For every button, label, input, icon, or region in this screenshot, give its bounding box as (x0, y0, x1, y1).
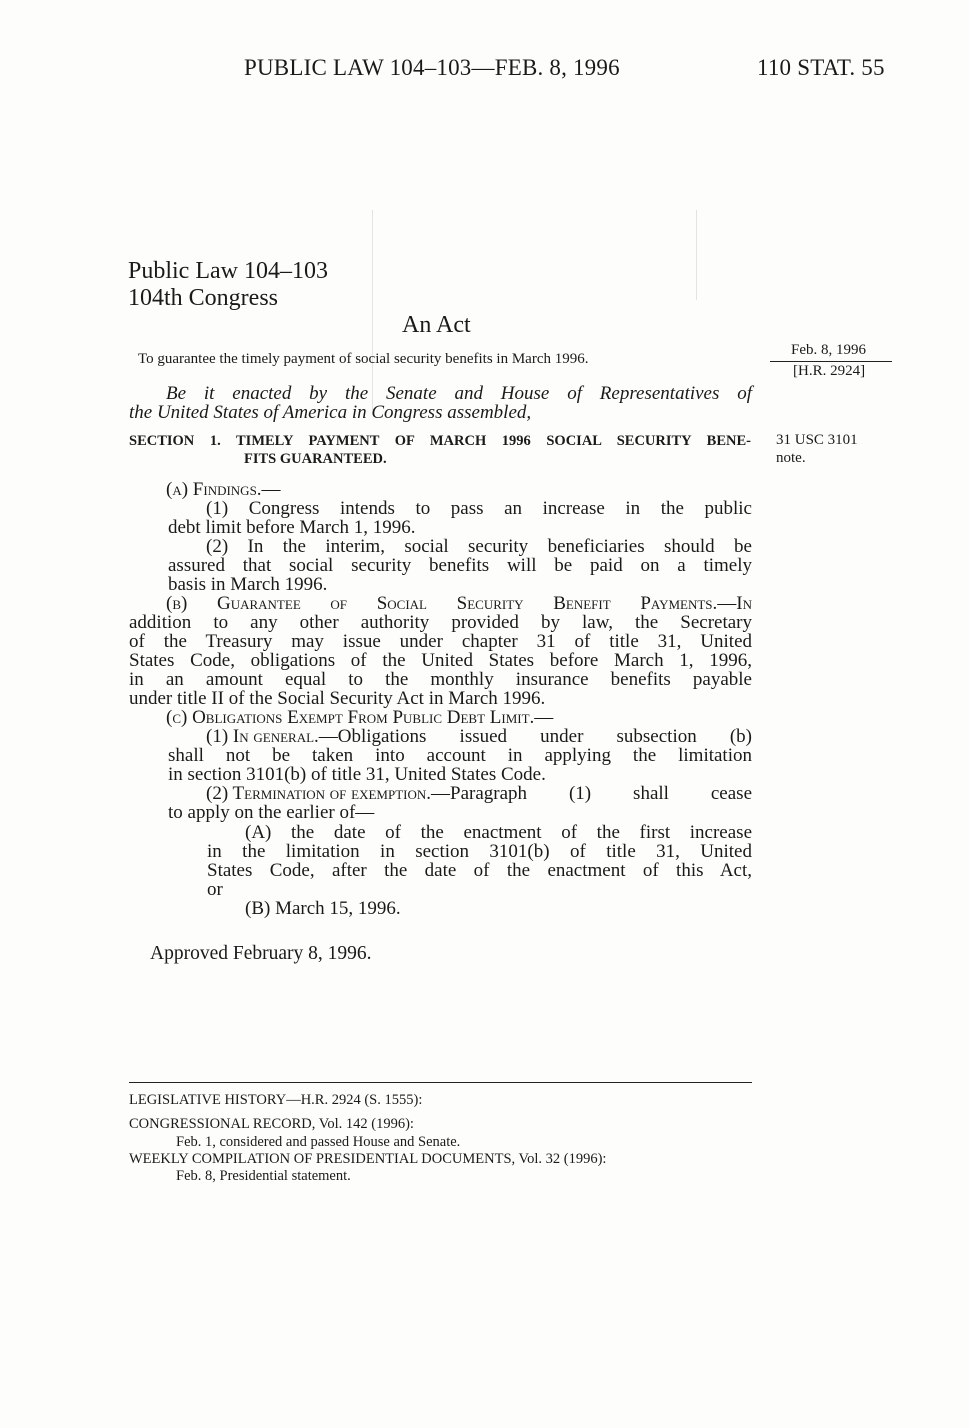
subsection-b-line4: in an amount equal to the monthly insurance benefits payable (129, 669, 752, 690)
page-crease (372, 210, 373, 410)
subsection-a-heading: (a) Findings.— (166, 479, 281, 500)
margin-usc: 31 USC 3101 (776, 432, 858, 448)
congressional-record: CONGRESSIONAL RECORD, Vol. 142 (1996): (129, 1116, 414, 1132)
paragraph-c2-line2: to apply on the earlier of— (168, 802, 375, 823)
finding-1-line2: debt limit before March 1, 1996. (168, 517, 416, 538)
approval-line: Approved February 8, 1996. (150, 943, 372, 964)
congressional-record-entry: Feb. 1, considered and passed House and Senate. (176, 1134, 461, 1150)
finding-2-line2: assured that social security benefits will be paid on a timely (168, 555, 752, 576)
public-law-number: Public Law 104–103 (128, 258, 328, 284)
margin-bill: [H.R. 2924] (793, 363, 866, 379)
paragraph-c1-line2: shall not be taken into account in applying the limitation (168, 745, 752, 766)
page-crease (696, 210, 697, 300)
paragraph-c1-line3: in section 3101(b) of title 31, United States Code. (168, 764, 546, 785)
running-header-title: PUBLIC LAW 104–103—FEB. 8, 1996 (244, 55, 620, 80)
paragraph-c1-label: (1) In general. (206, 726, 319, 747)
history-rule (129, 1082, 752, 1083)
congress-number: 104th Congress (128, 285, 278, 311)
clause-A-line1: (A) the date of the enactment of the first increase (245, 822, 752, 843)
subsection-b-line1: addition to any other authority provided by law, the Secretary (129, 612, 752, 633)
legislative-history-title: LEGISLATIVE HISTORY—H.R. 2924 (S. 1555): (129, 1092, 423, 1108)
section-heading-line2: FITS GUARANTEED. (244, 451, 387, 467)
finding-1-line1: (1) Congress intends to pass an increase in the public (206, 498, 752, 519)
enacting-clause-line2: the United States of America in Congress assembled, (129, 402, 532, 423)
finding-2-line1: (2) In the interim, social security beneficiaries should be (206, 536, 752, 557)
paragraph-c2-text: —Paragraph (1) shall cease (431, 783, 752, 804)
paragraph-c1-line1 (206, 727, 752, 746)
subsection-b-line3: States Code, obligations of the United States before March 1, 1996, (129, 650, 752, 671)
clause-B: (B) March 15, 1996. (245, 898, 401, 919)
subsection-b-heading: (b) Guarantee of Social Security Benefit Payments.—In (166, 593, 752, 614)
section-heading-line1: SECTION 1. TIMELY PAYMENT OF MARCH 1996 SOCIAL SECURITY BENE- (129, 433, 751, 449)
clause-A-line4: or (207, 879, 223, 900)
paragraph-c2-line1 (206, 784, 752, 803)
margin-date: Feb. 8, 1996 (791, 342, 866, 358)
purpose-line: To guarantee the timely payment of social security benefits in March 1996. (138, 351, 589, 367)
weekly-compilation-entry: Feb. 8, Presidential statement. (176, 1168, 351, 1184)
running-header-stat: 110 STAT. 55 (757, 55, 885, 80)
finding-2-line3: basis in March 1996. (168, 574, 328, 595)
weekly-compilation: WEEKLY COMPILATION OF PRESIDENTIAL DOCUMENTS, Vol. 32 (1996): (129, 1151, 607, 1167)
margin-rule (770, 361, 892, 362)
clause-A-line3: States Code, after the date of the enactment of this Act, (207, 860, 752, 881)
paragraph-c1-text: —Obligations issued under subsection (b) (318, 726, 752, 747)
subsection-b-line2: of the Treasury may issue under chapter 31 of title 31, United (129, 631, 752, 652)
margin-usc-note: note. (776, 450, 806, 466)
clause-A-line2: in the limitation in section 3101(b) of title 31, United (207, 841, 752, 862)
act-heading: An Act (402, 312, 471, 338)
subsection-b-line5: under title II of the Social Security Act in March 1996. (129, 688, 546, 709)
paragraph-c2-label: (2) Termination of exemption. (206, 783, 432, 804)
enacting-clause-line1: Be it enacted by the Senate and House of Representatives of (166, 383, 752, 404)
subsection-c-heading: (c) Obligations Exempt From Public Debt Limit.— (166, 707, 554, 728)
